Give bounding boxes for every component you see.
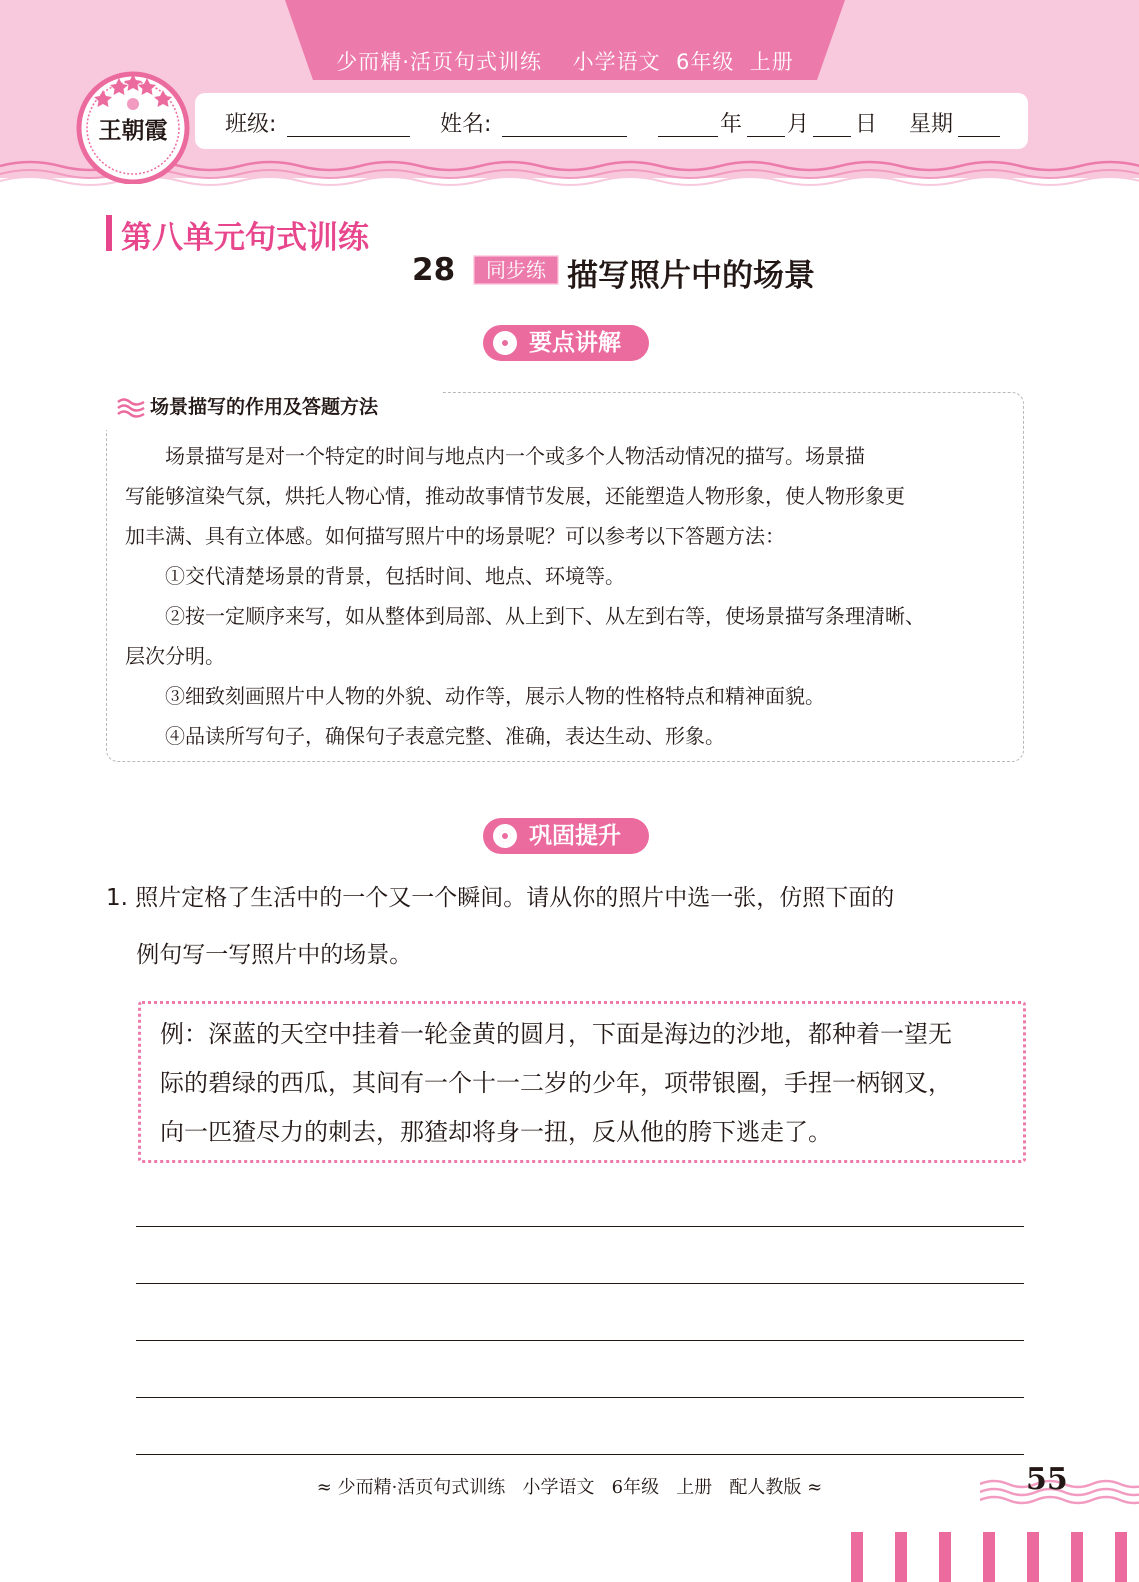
key-points-line: ③细致刻画照片中人物的外貌、动作等，展示人物的性格特点和精神面貌。 — [125, 684, 825, 708]
year-label: 年 — [720, 112, 743, 137]
example-line: 向一匹猹尽力的刺去，那猹却将身一扭，反从他的胯下逃走了。 — [160, 1118, 832, 1146]
key-points-line: ①交代清楚场景的背景，包括时间、地点、环境等。 — [125, 564, 625, 588]
class-blank[interactable] — [287, 136, 410, 137]
footer-stripe — [895, 1532, 907, 1582]
footer-stripe — [983, 1532, 995, 1582]
question-text: 例句写一写照片中的场景。 — [106, 942, 413, 968]
unit-title: 第八单元句式训练 — [121, 220, 369, 256]
key-points-line: 场景描写是对一个特定的时间与地点内一个或多个人物活动情况的描写。场景描 — [125, 444, 865, 468]
practice-heading — [483, 818, 649, 854]
footer-stripe — [1115, 1532, 1127, 1582]
day-blank[interactable] — [813, 136, 851, 137]
unit-accent-bar — [106, 215, 112, 251]
key-points-box-title: 场景描写的作用及答题方法 — [150, 396, 379, 418]
series-title: 少而精·活页句式训练 小学语文 6年级 上册 — [336, 50, 794, 74]
key-points-line: 层次分明。 — [125, 644, 225, 668]
example-line: 际的碧绿的西瓜，其间有一个十一二岁的少年，项带银圈，手捏一柄钢叉， — [160, 1069, 952, 1097]
lesson-number: 28 — [412, 252, 456, 288]
medal-icon — [493, 331, 517, 355]
brand-logo-icon — [75, 68, 191, 184]
key-points-line: 加丰满、具有立体感。如何描写照片中的场景呢？可以参考以下答题方法： — [125, 524, 785, 548]
answer-line[interactable] — [136, 1283, 1024, 1284]
key-points-heading-label: 要点讲解 — [529, 330, 621, 356]
month-blank[interactable] — [747, 136, 785, 137]
logo-text: 王朝霞 — [98, 117, 168, 144]
weekday-label: 星期 — [909, 112, 954, 137]
medal-icon — [493, 824, 517, 848]
answer-line[interactable] — [136, 1226, 1024, 1227]
question-text: 1. 照片定格了生活中的一个又一个瞬间。请从你的照片中选一张，仿照下面的 — [106, 885, 895, 911]
footer-stripe — [851, 1532, 863, 1582]
practice-heading-label: 巩固提升 — [529, 823, 621, 849]
day-label: 日 — [855, 112, 878, 137]
answer-line[interactable] — [136, 1454, 1024, 1455]
answer-line[interactable] — [136, 1340, 1024, 1341]
key-points-line: 写能够渲染气氛，烘托人物心情，推动故事情节发展，还能塑造人物形象，使人物形象更 — [125, 484, 905, 508]
key-points-line: ④品读所写句子，确保句子表意完整、准确，表达生动、形象。 — [125, 724, 725, 748]
page-number: 55 — [1026, 1462, 1068, 1497]
answer-line[interactable] — [136, 1397, 1024, 1398]
lesson-badge: 同步练 — [473, 255, 559, 285]
weekday-blank[interactable] — [958, 136, 1000, 137]
footer-stripe — [939, 1532, 951, 1582]
footer-text: ≈ 少而精·活页句式训练 小学语文 6年级 上册 配人教版 ≈ — [316, 1477, 823, 1498]
month-label: 月 — [787, 112, 810, 137]
example-line: 例：深蓝的天空中挂着一轮金黄的圆月，下面是海边的沙地，都种着一望无 — [160, 1020, 952, 1048]
wave-icon — [116, 396, 146, 420]
name-label: 姓名: — [440, 112, 492, 137]
lesson-title: 描写照片中的场景 — [567, 258, 815, 294]
key-points-heading — [483, 325, 649, 361]
key-points-line: ②按一定顺序来写，如从整体到局部、从上到下、从左到右等，使场景描写条理清晰、 — [125, 604, 925, 628]
class-label: 班级: — [225, 112, 277, 137]
name-blank[interactable] — [502, 136, 627, 137]
footer-stripe — [1071, 1532, 1083, 1582]
year-blank[interactable] — [658, 136, 718, 137]
footer-stripe — [1027, 1532, 1039, 1582]
student-info-bar — [195, 93, 1028, 149]
